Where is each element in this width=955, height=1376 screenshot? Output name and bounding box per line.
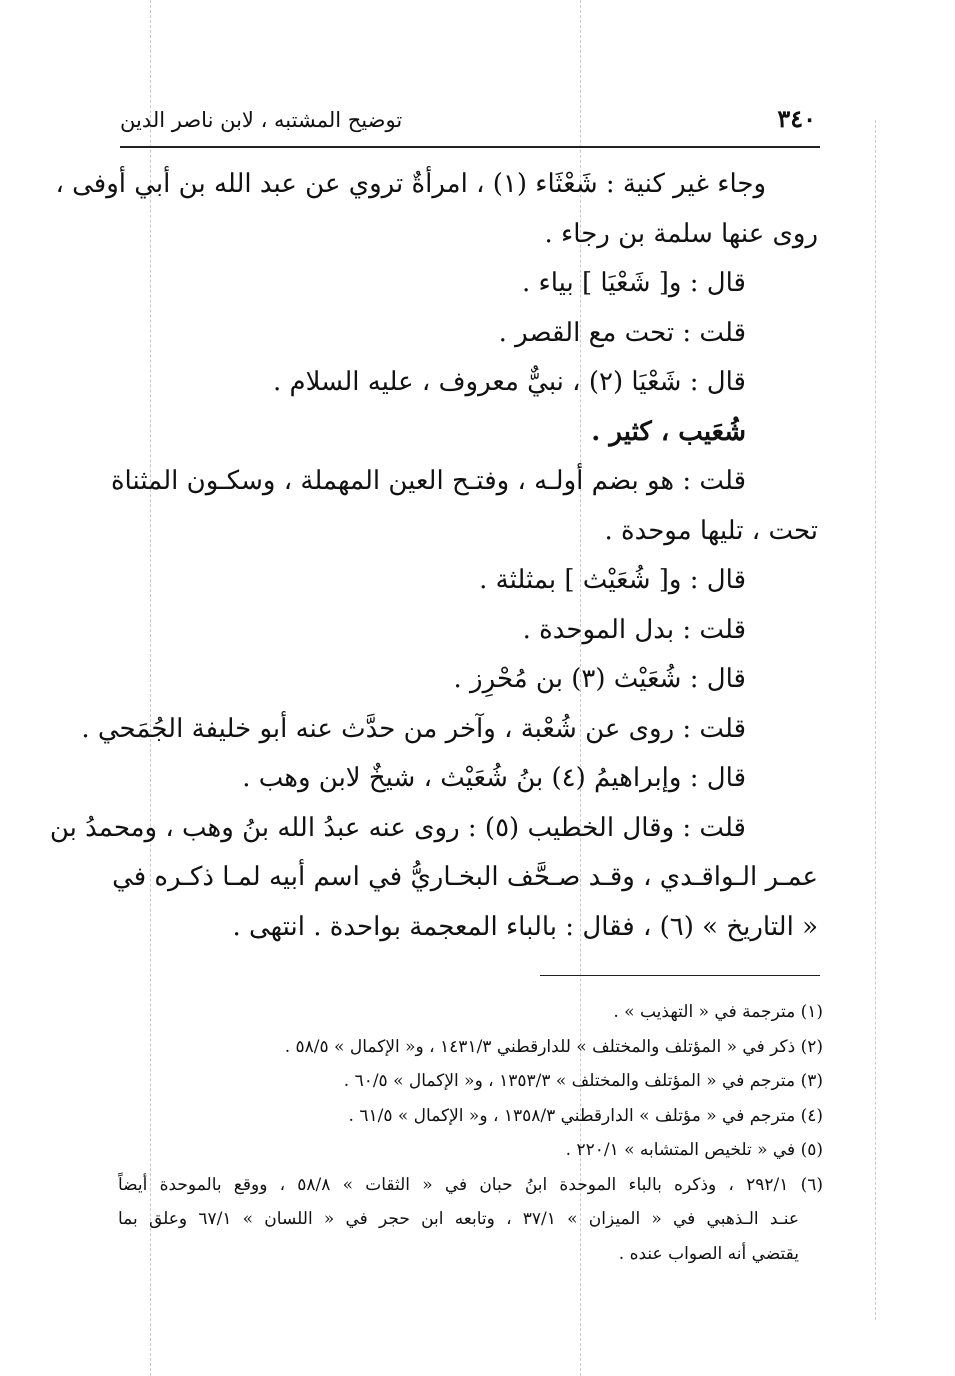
text-line: قلت : تحت مع القصر . [498,317,746,348]
text-line: شُعَيب ، كثير . [591,416,746,447]
footnote-line: (٤) مترجم في « مؤتلف » الدارقطني ١٣٥٨/٣ ، و« الإكمال » ٦١/٥ . [348,1105,823,1126]
footnote-line: (١) مترجمة في « التهذيب » . [613,1002,823,1022]
text-line: قلت : هو بضم أولـه ، وفتـح العين المهملة ، وسكـون المثناة [110,466,746,496]
text-line: قلت : وقال الخطيب (٥) : روى عنه عبدُ الله بنُ وهب ، ومحمدُ بن [49,812,746,843]
text-line: تحت ، تليها موحدة . [604,515,818,546]
text-line: قال : و[ شُعَيْث ] بمثلثة . [479,565,746,595]
page-header [120,96,820,148]
text-line: عمـر الـواقـدي ، وقـد صـحَّف البخـاريُّ في اسم أبيه لمـا ذكـره في [112,862,818,892]
footnote-separator [540,975,820,976]
footnote-line: يقتضي أنه الصواب عنده . [618,1243,799,1264]
footnote-line: (٦) ٢٩٢/١ ، وذكره بالباء الموحدة ابنُ حبان في « الثقات » ٥٨/٨ ، ووقع بالموحدة أيضاً [118,1174,823,1195]
text-line: وجاء غير كنية : شَعْثَاء (١) ، امرأةٌ تروي عن عبد الله بن أبي أوفى ، [55,169,766,199]
footnote-line: عنـد الـذهبي في « الميزان » ٣٧/١ ، وتابعه ابن حجر في « اللسان » ٦٧/١ وعلق بما [118,1209,799,1229]
footnote-line: (٣) مترجم في « المؤتلف والمختلف » ١٣٥٣/٣ ، و« الإكمال » ٦٠/٥ . [343,1071,823,1091]
text-line: قلت : بدل الموحدة . [522,614,746,645]
text-line: « التاريخ » (٦) ، فقال : بالباء المعجمة بواحدة . انتهى . [232,911,818,942]
text-line: قال : وإبراهيمُ (٤) بنُ شُعَيْث ، شيخٌ لابن وهب . [242,763,746,793]
footnotes [118,995,823,1271]
text-line: روى عنها سلمة بن رجاء . [544,218,818,249]
text-line: قال : و[ شَعْيَا ] بياء . [521,268,746,298]
text-line: قلت : روى عن شُعْبة ، وآخر من حدَّث عنه أبو خليفة الجُمَحي . [81,713,746,744]
running-title: توضيح المشتبه ، لابن ناصر الدين [120,108,403,132]
footnote-line: (٥) في « تلخيص المتشابه » ٢٢٠/١ . [565,1140,823,1160]
footnote-line: (٢) ذكر في « المؤتلف والمختلف » للدارقطني ١٤٣١/٣ ، و« الإكمال » ٥٨/٥ . [284,1036,823,1057]
text-line: قال : شُعَيْث (٣) بن مُحْرِز . [453,664,746,694]
scan-artifact-line [875,120,876,1320]
page-number: ٣٤٠ [777,104,816,133]
text-line: قال : شَعْيَا (٢) ، نبيٌّ معروف ، عليه السلام . [273,367,746,397]
main-text [49,160,818,952]
